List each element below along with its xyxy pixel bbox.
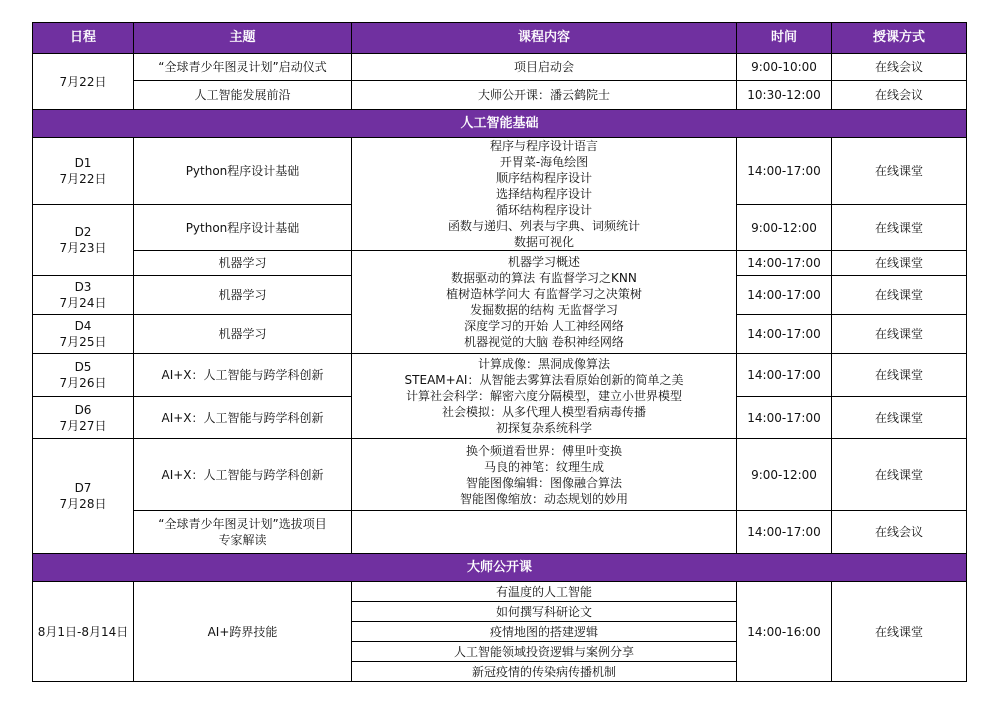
day-label: D5 — [74, 360, 92, 374]
day-label: D7 — [74, 481, 92, 495]
day-label: D1 — [74, 156, 92, 170]
topic-line: 专家解读 — [218, 533, 267, 547]
lecture-cell: 疫情地图的搭建逻辑 — [352, 622, 737, 642]
day-cell — [33, 276, 134, 315]
content-line: 换个频道看世界：傅里叶变换 — [465, 443, 622, 458]
section-title-master: 大师公开课 — [33, 554, 967, 582]
day-cell — [33, 439, 134, 554]
day-label: D4 — [74, 319, 92, 333]
lecture-cell: 有温度的人工智能 — [352, 582, 737, 602]
content-cell-ml — [352, 251, 737, 354]
mode-cell: 在线课堂 — [832, 439, 967, 511]
time-cell: 14:00-17:00 — [737, 138, 832, 205]
mode-cell: 在线课堂 — [832, 354, 967, 397]
mode-cell: 在线课堂 — [832, 251, 967, 276]
section-row — [33, 110, 967, 138]
table-row — [33, 251, 967, 276]
topic-cell: AI+X：人工智能与跨学科创新 — [134, 439, 352, 511]
mode-cell: 在线课堂 — [832, 582, 967, 682]
content-cell: 大师公开课：潘云鹤院士 — [352, 81, 737, 110]
content-line: 深度学习的开始 人工神经网络 — [464, 319, 624, 333]
time-cell: 10:30-12:00 — [737, 81, 832, 110]
topic-cell: 机器学习 — [134, 315, 352, 354]
mode-cell: 在线课堂 — [832, 276, 967, 315]
time-cell: 9:00-12:00 — [737, 439, 832, 511]
day-date: 7月28日 — [59, 497, 107, 511]
content-line: 选择结构程序设计 — [495, 187, 592, 201]
header-time: 时间 — [737, 23, 832, 54]
topic-cell: AI+X：人工智能与跨学科创新 — [134, 397, 352, 439]
section-title-ai-basics: 人工智能基础 — [33, 110, 967, 138]
mode-cell: 在线会议 — [832, 511, 967, 554]
content-line: 发掘数据的结构 无监督学习 — [470, 303, 618, 317]
day-date: 7月27日 — [59, 418, 107, 433]
content-cell — [352, 511, 737, 554]
table-row — [33, 81, 967, 110]
day-label: D6 — [74, 402, 92, 417]
lecture-cell: 人工智能领域投资逻辑与案例分享 — [352, 642, 737, 662]
topic-cell: AI+跨界技能 — [134, 582, 352, 682]
table-row — [33, 439, 967, 511]
table-row — [33, 511, 967, 554]
lecture-cell: 如何撰写科研论文 — [352, 602, 737, 622]
time-cell: 14:00-17:00 — [737, 511, 832, 554]
time-cell: 14:00-17:00 — [737, 397, 832, 439]
date-cell: 7月22日 — [33, 54, 134, 110]
content-line: 循环结构程序设计 — [495, 203, 592, 217]
content-line: 开胃菜-海龟绘图 — [499, 155, 589, 169]
lecture-cell: 新冠疫情的传染病传播机制 — [352, 662, 737, 682]
content-line: 数据驱动的算法 有监督学习之KNN — [451, 271, 637, 285]
time-cell: 14:00-17:00 — [737, 276, 832, 315]
table-row — [33, 354, 967, 397]
section-row — [33, 554, 967, 582]
content-line: 计算社会科学：解密六度分隔模型，建立小世界模型 — [405, 389, 682, 403]
content-line: 智能图像编辑：图像融合算法 — [465, 475, 622, 490]
schedule-table-wrapper — [32, 22, 966, 682]
day-label: D2 — [74, 225, 92, 239]
mode-cell: 在线课堂 — [832, 205, 967, 251]
header-date: 日程 — [33, 23, 134, 54]
time-cell: 9:00-10:00 — [737, 54, 832, 81]
time-cell: 14:00-17:00 — [737, 251, 832, 276]
content-line: 数据可视化 — [513, 235, 574, 249]
topic-cell: 人工智能发展前沿 — [134, 81, 352, 110]
time-cell: 14:00-17:00 — [737, 315, 832, 354]
day-date: 7月23日 — [59, 241, 107, 255]
date-cell: 8月1日-8月14日 — [33, 582, 134, 682]
day-cell — [33, 315, 134, 354]
schedule-table — [32, 22, 967, 682]
content-line: 社会模拟：从多代理人模型看病毒传播 — [441, 405, 646, 419]
header-topic: 主题 — [134, 23, 352, 54]
content-line: 计算成像：黑洞成像算法 — [477, 357, 610, 371]
day-cell — [33, 205, 134, 276]
content-line: 顺序结构程序设计 — [495, 171, 592, 185]
content-cell-python — [352, 138, 737, 251]
mode-cell: 在线课堂 — [832, 315, 967, 354]
mode-cell: 在线会议 — [832, 81, 967, 110]
header-content: 课程内容 — [352, 23, 737, 54]
mode-cell: 在线会议 — [832, 54, 967, 81]
header-mode: 授课方式 — [832, 23, 967, 54]
mode-cell: 在线课堂 — [832, 397, 967, 439]
content-line: 机器学习概述 — [507, 255, 580, 269]
topic-cell: 机器学习 — [134, 276, 352, 315]
day-date: 7月22日 — [59, 172, 107, 186]
day-cell — [33, 138, 134, 205]
content-line: 马良的神笔：纹理生成 — [483, 459, 604, 474]
table-row — [33, 582, 967, 602]
content-cell-aix-2 — [352, 439, 737, 511]
topic-cell: Python程序设计基础 — [134, 205, 352, 251]
content-line: STEAM+AI：从智能去雾算法看原始创新的简单之美 — [404, 373, 684, 387]
day-date: 7月25日 — [59, 335, 107, 349]
topic-line: “全球青少年图灵计划”选拔项目 — [158, 517, 327, 531]
topic-cell: Python程序设计基础 — [134, 138, 352, 205]
topic-cell — [134, 511, 352, 554]
table-row — [33, 54, 967, 81]
mode-cell: 在线课堂 — [832, 138, 967, 205]
day-label: D3 — [74, 280, 92, 294]
time-cell: 14:00-17:00 — [737, 354, 832, 397]
header-row — [33, 23, 967, 54]
content-line: 植树造林学问大 有监督学习之决策树 — [446, 287, 642, 301]
content-line: 程序与程序设计语言 — [489, 139, 598, 153]
content-line: 智能图像缩放：动态规划的妙用 — [459, 491, 628, 506]
day-date: 7月24日 — [59, 296, 107, 310]
topic-cell: 机器学习 — [134, 251, 352, 276]
content-cell-aix-1 — [352, 354, 737, 439]
content-line: 机器视觉的大脑 卷积神经网络 — [464, 335, 624, 349]
content-line: 函数与递归、列表与字典、词频统计 — [447, 219, 640, 233]
table-row — [33, 138, 967, 205]
time-cell: 14:00-16:00 — [737, 582, 832, 682]
time-cell: 9:00-12:00 — [737, 205, 832, 251]
topic-cell: AI+X：人工智能与跨学科创新 — [134, 354, 352, 397]
topic-cell: “全球青少年图灵计划”启动仪式 — [134, 54, 352, 81]
day-cell — [33, 354, 134, 397]
content-line: 初探复杂系统科学 — [495, 421, 592, 435]
day-date: 7月26日 — [59, 376, 107, 390]
content-cell: 项目启动会 — [352, 54, 737, 81]
day-cell — [33, 397, 134, 439]
